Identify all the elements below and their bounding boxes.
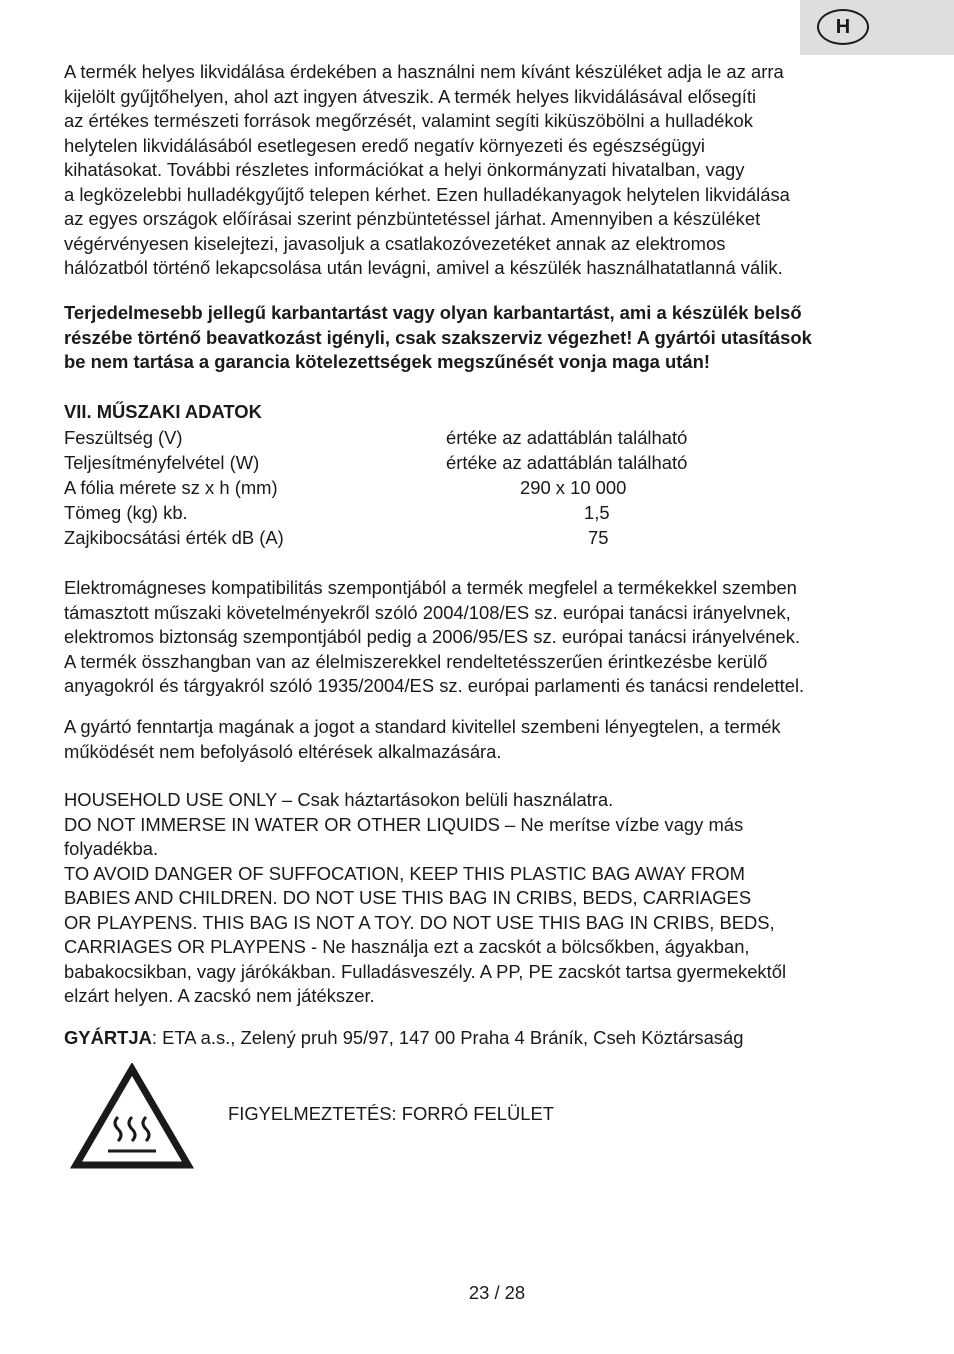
- text-line: a legközelebbi hulladékgyűjtő telepen kérhet. Ezen hulladékanyagok helytelen likvidálása: [64, 183, 790, 205]
- hot-surface-warning-text: FIGYELMEZTETÉS: FORRÓ FELÜLET: [228, 1103, 554, 1124]
- spec-label: Zajkibocsátási érték dB (A): [64, 527, 284, 548]
- spec-label: Tömeg (kg) kb.: [64, 502, 188, 523]
- text-line: be nem tartása a garancia kötelezettségek megszűnését vonja maga után!: [64, 351, 710, 372]
- rights-paragraph: [64, 715, 894, 764]
- text-line: működését nem befolyásoló eltérések alkalmazására.: [64, 740, 502, 762]
- disposal-paragraph: [64, 60, 894, 281]
- text-line: kihatásokat. További részletes információkat a helyi önkormányzati hivatalban, vagy: [64, 159, 745, 180]
- manufacturer-address: : ETA a.s., Zelený pruh 95/97, 147 00 Praha 4 Bráník, Cseh Köztársaság: [151, 1027, 744, 1048]
- text-line: A termék helyes likvidálása érdekében a használni nem kívánt készüléket adja le az arra: [64, 61, 784, 82]
- text-line: OR PLAYPENS. THIS BAG IS NOT A TOY. DO NOT USE THIS BAG IN CRIBS, BEDS,: [64, 911, 775, 933]
- page-number: 23 / 28: [468, 1282, 526, 1303]
- spec-value: 1,5: [584, 502, 610, 523]
- text-line: támasztott műszaki követelményekről szóló 2004/108/ES sz. európai tanácsi irányelvnek,: [64, 601, 791, 623]
- spec-value: értéke az adattáblán található: [446, 452, 688, 473]
- text-line: elektromos biztonság szempontjából pedig a 2006/95/ES sz. európai tanácsi irányelvének.: [64, 626, 801, 647]
- spec-label: A fólia mérete sz x h (mm): [64, 477, 278, 498]
- spec-row: [64, 500, 894, 525]
- spec-value: 290 x 10 000: [520, 477, 627, 498]
- text-line: kijelölt gyűjtőhelyen, ahol azt ingyen átveszik. A termék helyes likvidálásával elősegíti: [64, 85, 757, 107]
- safety-paragraph: [64, 788, 894, 1009]
- text-line: TO AVOID DANGER OF SUFFOCATION, KEEP THIS PLASTIC BAG AWAY FROM: [64, 862, 745, 884]
- hot-surface-warning-icon: [70, 1063, 194, 1171]
- text-line: anyagokról és tárgyakról szóló 1935/2004/ES sz. európai parlamenti és tanácsi rendelettel.: [64, 675, 805, 696]
- text-line: az értékes természeti források megőrzését, valamint segíti kiküszöbölni a hulladékok: [64, 110, 753, 131]
- language-badge: H: [817, 9, 869, 45]
- manufacturer-label: GYÁRTJA: [64, 1027, 152, 1048]
- spec-row: [64, 425, 894, 450]
- text-line: A gyártó fenntartja magának a jogot a standard kivitellel szembeni lényegtelen, a termék: [64, 716, 781, 737]
- spec-label: Teljesítményfelvétel (W): [64, 452, 260, 473]
- text-line: végérvényesen kiselejtezi, javasoljuk a csatlakozóvezetéket annak az elektromos: [64, 232, 726, 254]
- compliance-paragraph: [64, 576, 894, 699]
- text-line: elzárt helyen. A zacskó nem játékszer.: [64, 985, 375, 1006]
- spec-value: értéke az adattáblán található: [446, 427, 688, 448]
- text-line: HOUSEHOLD USE ONLY – Csak háztartásokon belüli használatra.: [64, 789, 614, 810]
- maintenance-paragraph: [64, 301, 894, 375]
- spec-value: 75: [588, 527, 609, 548]
- manufacturer-line: [64, 1026, 894, 1051]
- spec-row: [64, 475, 894, 500]
- spec-label: Feszültség (V): [64, 427, 183, 448]
- spec-row: [64, 525, 894, 550]
- text-line: Elektromágneses kompatibilitás szempontjából a termék megfelel a termékekkel szemben: [64, 577, 797, 598]
- text-line: DO NOT IMMERSE IN WATER OR OTHER LIQUIDS – Ne merítse vízbe vagy más: [64, 813, 744, 835]
- text-line: az egyes országok előírásai szerint pénzbüntetéssel járhat. Amennyiben a készüléket: [64, 208, 761, 229]
- text-line: CARRIAGES OR PLAYPENS - Ne használja ezt a zacskót a bölcsőkben, ágyakban,: [64, 936, 750, 957]
- text-line: BABIES AND CHILDREN. DO NOT USE THIS BAG IN CRIBS, BEDS, CARRIAGES: [64, 887, 752, 908]
- text-line: helytelen likvidálásából esetlegesen eredő negatív környezeti és egészségügyi: [64, 134, 706, 156]
- text-line: folyadékba.: [64, 838, 159, 859]
- specs-heading: VII. MŰSZAKI ADATOK: [64, 401, 262, 422]
- text-line: Terjedelmesebb jellegű karbantartást vagy olyan karbantartást, ami a készülék belső: [64, 302, 802, 323]
- text-line: A termék összhangban van az élelmiszerekkel rendeltetésszerűen érintkezésbe kerülő: [64, 650, 768, 672]
- text-line: részébe történő beavatkozást igényli, csak szakszerviz végezhet! A gyártói utasítások: [64, 326, 812, 348]
- text-line: hálózatból történő lekapcsolása után levágni, amivel a készülék használhatatlanná válik.: [64, 257, 783, 278]
- text-line: babakocsikban, vagy járókákban. Fulladásveszély. A PP, PE zacskót tartsa gyermekektől: [64, 960, 787, 982]
- spec-row: [64, 450, 894, 475]
